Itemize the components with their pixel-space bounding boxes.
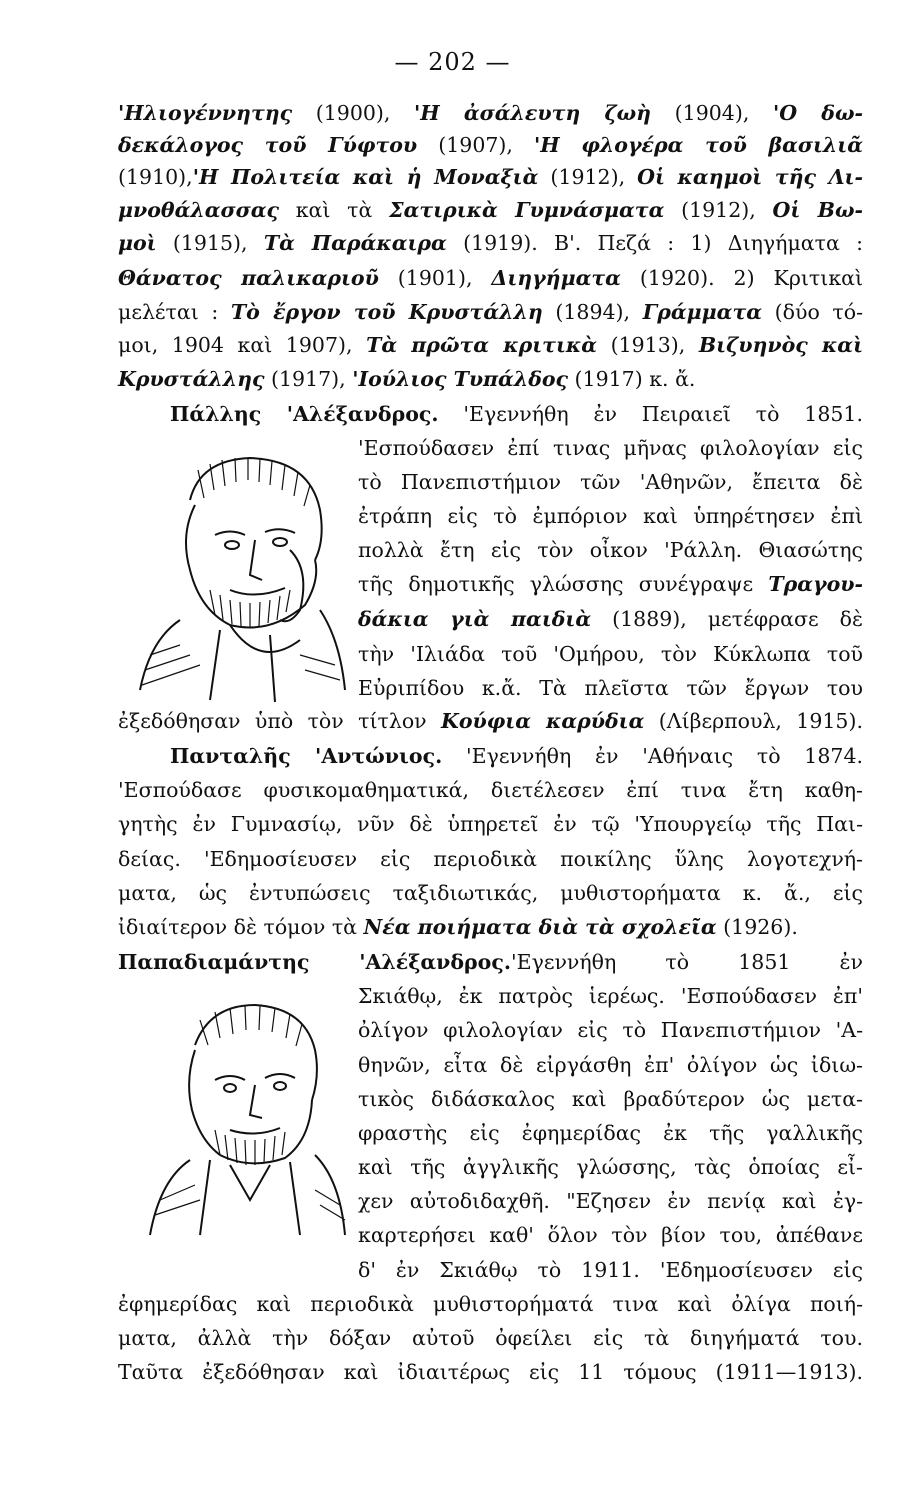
page-number: — 202 — [394, 48, 511, 76]
text-line: Κρυστάλλης (1917), 'Ιούλιος Τυπάλδος (1917) κ. ἄ. [118, 367, 696, 391]
text-line: ματα, ὡς ἐντυπώσεις ταξιδιωτικάς, μυθιστορήματα κ. ἄ., εἰς [118, 881, 863, 905]
entry-heading: Παπαδιαμάντης 'Αλέξανδρος.'Εγεννήθη τὸ 1851 ἐν [118, 950, 863, 974]
entry-name: Παπαδιαμάντης 'Αλέξανδρος. [118, 950, 511, 974]
text-line: 'Εσπούδασεν ἐπί τινας μῆνας φιλολογίαν εἰς [358, 436, 863, 460]
entry-name: Πανταλῆς 'Αντώνιος. [170, 744, 443, 768]
text-line: μνοθάλασσας καὶ τὰ Σατιρικὰ Γυμνάσματα (1912), Οἱ Βω- [118, 198, 863, 222]
text-line: τικὸς διδάσκαλος καὶ βραδύτερον ὡς μετα- [358, 1087, 863, 1111]
text-line: μοὶ (1915), Τὰ Παράκαιρα (1919). Β'. Πεζά : 1) Διηγήματα : [118, 231, 863, 255]
entry-heading: Πανταλῆς 'Αντώνιος. 'Εγεννήθη ἐν 'Αθήναις τὸ 1874. [170, 744, 863, 768]
entry-heading: Πάλλης 'Αλέξανδρος. 'Εγεννήθη ἐν Πειραιεῖ τὸ 1851. [170, 402, 863, 426]
text-line: ματα, ἀλλὰ τὴν δόξαν αὐτοῦ ὀφείλει εἰς τὰ διηγήματά του. [118, 1326, 863, 1350]
text-line: τῆς δημοτικῆς γλώσσης συνέγραψε Τραγου- [358, 572, 863, 596]
text-line: ἰδιαίτερον δὲ τόμον τὰ Νέα ποιήματα διὰ τὰ σχολεῖα (1926). [118, 915, 798, 939]
text-line: δείας. 'Εδημοσίευσεν εἰς περιοδικὰ ποικίλης ὕλης λογοτεχνή- [118, 847, 863, 871]
text-line: δάκια γιὰ παιδιὰ (1889), μετέφρασε δὲ [358, 607, 863, 631]
text-line: τὴν 'Ιλιάδα τοῦ 'Ομήρου, τὸν Κύκλωπα τοῦ [358, 642, 863, 666]
text-line: ἐτράπη εἰς τὸ ἐμπόριον καὶ ὑπηρέτησεν ἐπὶ [358, 504, 863, 528]
text-line: (1910),'Η Πολιτεία καὶ ἡ Μοναξιὰ (1912), Οἱ καημοὶ τῆς Λι- [118, 165, 863, 189]
text-line: μελέται : Τὸ ἔργον τοῦ Κρυστάλλη (1894), Γράμματα (δύο τό- [118, 300, 864, 324]
text-line: ὀλίγον φιλολογίαν εἰς τὸ Πανεπιστήμιον 'Α- [358, 1018, 863, 1042]
portrait-pallis [120, 440, 350, 710]
text-line: Σκιάθῳ, ἐκ πατρὸς ἱερέως. 'Εσπούδασεν ἐπ' [358, 984, 863, 1008]
text-line: μοι, 1904 καὶ 1907), Τὰ πρῶτα κριτικὰ (1913), Βιζυηνὸς καὶ [118, 333, 863, 357]
portrait-papadiamantis [140, 990, 350, 1240]
text-line: πολλὰ ἔτη εἰς τὸν οἶκον 'Ράλλη. Θιασώτης [358, 538, 863, 562]
text-line: τὸ Πανεπιστήμιον τῶν 'Αθηνῶν, ἔπειτα δὲ [358, 470, 863, 494]
text-line: Ταῦτα ἐξεδόθησαν καὶ ἰδιαιτέρως εἰς 11 τόμους (1911—1913). [118, 1360, 863, 1384]
text-line: 'Εσπούδασε φυσικομαθηματικά, διετέλεσεν ἐπί τινα ἔτη καθη- [118, 778, 863, 802]
text-line: 'Ηλιογέννητης (1900), 'Η ἀσάλευτη ζωὴ (1904), 'Ο δω- [118, 101, 863, 125]
entry-name: Πάλλης 'Αλέξανδρος. [170, 402, 439, 426]
text-line: γητὴς ἐν Γυμνασίῳ, νῦν δὲ ὑπηρετεῖ ἐν τῷ 'Υπουργείῳ τῆς Παι- [118, 812, 863, 836]
text-line: θηνῶν, εἶτα δὲ εἰργάσθη ἐπ' ὀλίγον ὡς ἰδιω- [358, 1053, 863, 1077]
text-line: δεκάλογος τοῦ Γύφτου (1907), 'Η φλογέρα τοῦ βασιλιᾶ [118, 133, 863, 157]
text-line: καὶ τῆς ἀγγλικῆς γλώσσης, τὰς ὁποίας εἶ- [358, 1155, 863, 1179]
text-line: φραστὴς εἰς ἐφημερίδας ἐκ τῆς γαλλικῆς [358, 1121, 863, 1145]
text-line: ἐφημερίδας καὶ περιοδικὰ μυθιστορήματά τινα καὶ ὀλίγα ποιή- [118, 1292, 863, 1316]
text-line: Εὐριπίδου κ.ἄ. Τὰ πλεῖστα τῶν ἔργων του [358, 676, 863, 700]
text-line: Θάνατος παλικαριοῦ (1901), Διηγήματα (1920). 2) Κριτικαὶ [118, 266, 864, 290]
text-line: δ' ἐν Σκιάθῳ τὸ 1911. 'Εδημοσίευσεν εἰς [358, 1258, 863, 1282]
text-line: ἐξεδόθησαν ὑπὸ τὸν τίτλον Κούφια καρύδια (Λίβερπουλ, 1915). [118, 709, 863, 733]
text-line: καρτερήσει καθ' ὅλον τὸν βίον του, ἀπέθανε [358, 1223, 863, 1247]
text-line: χεν αὐτοδιδαχθῆ. "Εζησεν ἐν πενίᾳ καὶ ἐγ- [358, 1189, 863, 1213]
